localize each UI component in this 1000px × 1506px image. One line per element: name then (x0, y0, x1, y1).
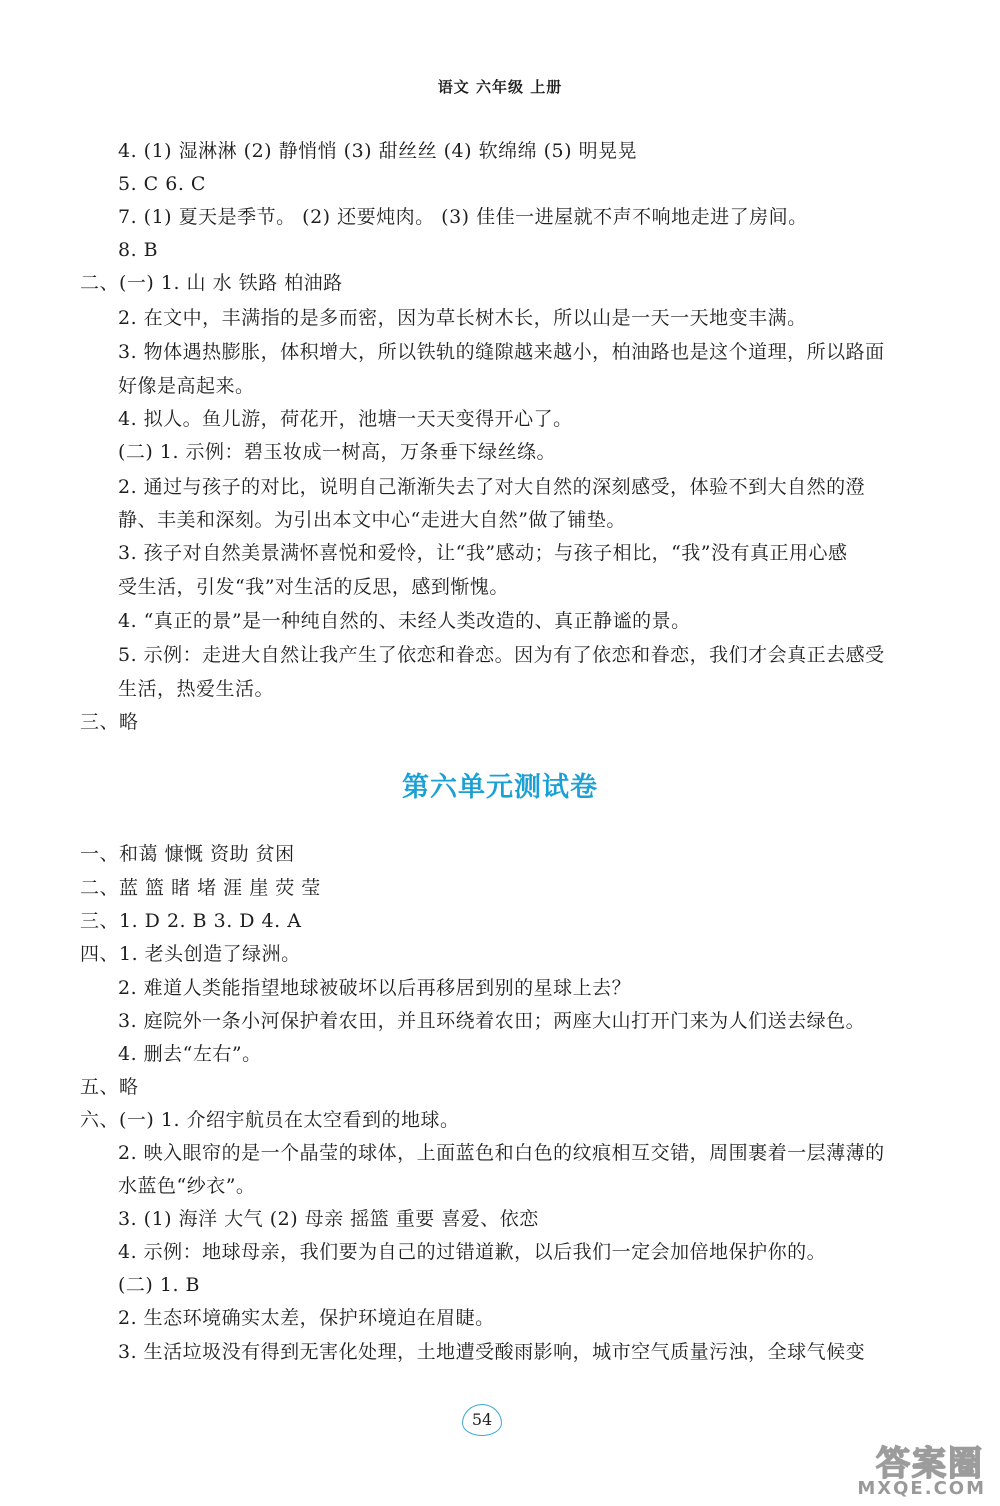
answer-line: 4. 删去“左右”。 (118, 1043, 262, 1065)
watermark-logo: 答案圈 (876, 1444, 984, 1484)
answer-line: 4. 拟人。鱼儿游，荷花开，池塘一天天变得开心了。 (118, 408, 573, 430)
answer-line: 好像是高起来。 (118, 375, 255, 397)
answer-line: 2. 通过与孩子的对比，说明自己渐渐失去了对大自然的深刻感受，体验不到大自然的澄 (118, 476, 866, 498)
answer-line: 生活，热爱生活。 (118, 678, 275, 700)
answer-line: 三、略 (80, 711, 139, 733)
answer-line: 4. (1) 湿淋淋 (2) 静悄悄 (3) 甜丝丝 (4) 软绵绵 (5) 明晃晃 (118, 140, 638, 162)
answer-line: 8. B (118, 239, 159, 261)
answer-line: 4. “真正的景”是一种纯自然的、未经人类改造的、真正静谧的景。 (118, 610, 691, 632)
answer-line: 5. 示例：走进大自然让我产生了依恋和眷恋。因为有了依恋和眷恋，我们才会真正去感受 (118, 644, 885, 666)
answer-line: 2. 映入眼帘的是一个晶莹的球体，上面蓝色和白色的纹痕相互交错，周围裹着一层薄薄的 (118, 1142, 885, 1164)
answer-line: 2. 生态环境确实太差，保护环境迫在眉睫。 (118, 1307, 495, 1329)
answer-line: 7. (1) 夏天是季节。 (2) 还要炖肉。 (3) 佳佳一进屋就不声不响地走进了房间。 (118, 206, 808, 228)
answer-line: 3. (1) 海洋 大气 (2) 母亲 摇篮 重要 喜爱、依恋 (118, 1208, 539, 1230)
unit-title: 第六单元测试卷 (402, 772, 598, 803)
answer-line: 5. C 6. C (118, 173, 206, 195)
answer-line: 2. 难道人类能指望地球被破坏以后再移居到别的星球上去？ (118, 977, 632, 999)
answer-line: 2. 在文中，丰满指的是多而密，因为草长树木长，所以山是一天一天地变丰满。 (118, 307, 807, 329)
answer-line: 六、(一) 1. 介绍宇航员在太空看到的地球。 (80, 1109, 460, 1131)
answer-line: 四、1. 老头创造了绿洲。 (80, 943, 301, 965)
answer-line: 3. 物体遇热膨胀，体积增大，所以铁轨的缝隙越来越小，柏油路也是这个道理，所以路面 (118, 341, 885, 363)
watermark-site: MXQE.COM (857, 1478, 986, 1499)
answer-line: 4. 示例：地球母亲，我们要为自己的过错道歉，以后我们一定会加倍地保护你的。 (118, 1241, 827, 1263)
answer-line: 水蓝色“纱衣”。 (118, 1175, 256, 1197)
answer-line: 3. 庭院外一条小河保护着农田，并且环绕着农田；两座大山打开门来为人们送去绿色。 (118, 1010, 866, 1032)
answer-line: 五、略 (80, 1076, 139, 1098)
answer-line: (二) 1. B (118, 1274, 200, 1296)
answer-line: (二) 1. 示例：碧玉妆成一树高，万条垂下绿丝绦。 (118, 441, 557, 463)
page-number: 54 (462, 1404, 502, 1436)
page-header: 语文 六年级 上册 (437, 78, 563, 96)
answer-line: 三、1. D 2. B 3. D 4. A (80, 910, 302, 932)
answer-line: 3. 生活垃圾没有得到无害化处理，土地遭受酸雨影响，城市空气质量污浊，全球气候变 (118, 1341, 866, 1363)
answer-line: 3. 孩子对自然美景满怀喜悦和爱怜，让“我”感动；与孩子相比，“我”没有真正用心感 (118, 542, 848, 564)
answer-line: 受生活，引发“我”对生活的反思，感到惭愧。 (118, 576, 509, 598)
answer-line: 二、(一) 1. 山 水 铁路 柏油路 (80, 272, 343, 294)
answer-line: 二、蓝 篮 睹 堵 涯 崖 荧 莹 (80, 877, 321, 899)
answer-line: 一、和蔼 慷慨 资助 贫困 (80, 843, 295, 865)
answer-line: 静、丰美和深刻。为引出本文中心“走进大自然”做了铺垫。 (118, 509, 626, 531)
